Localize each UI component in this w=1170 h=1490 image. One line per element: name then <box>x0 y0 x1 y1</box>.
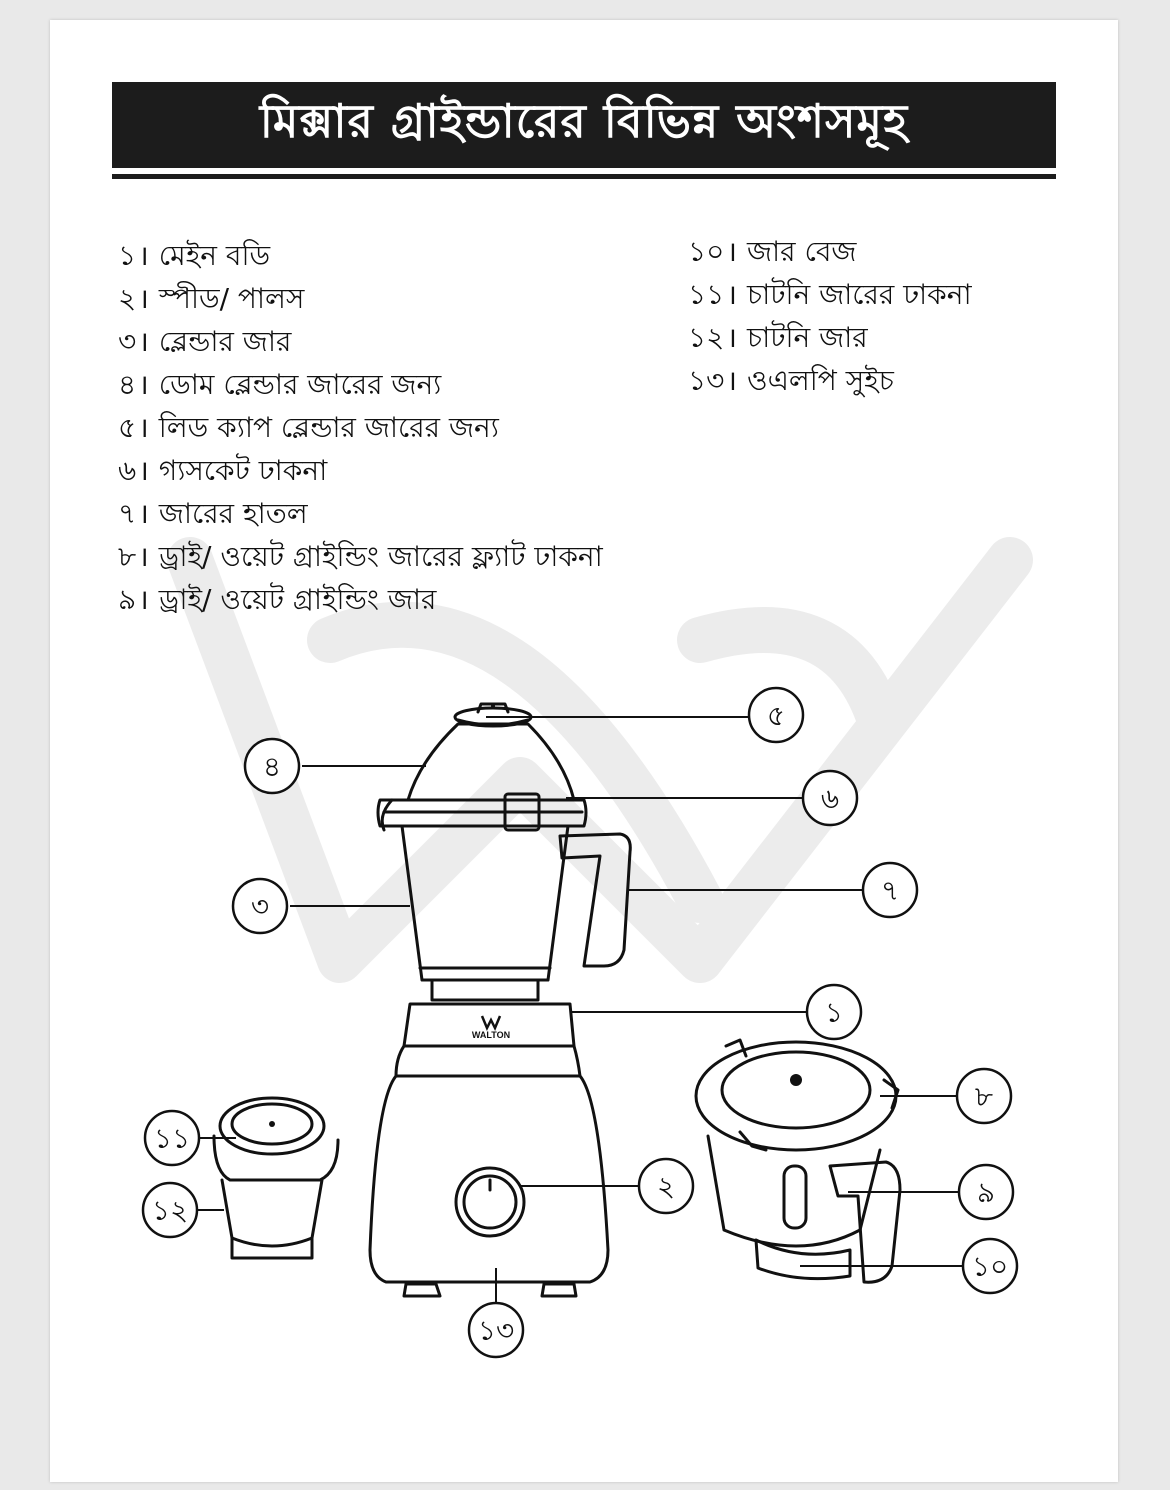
part-separator: । <box>138 239 149 272</box>
foot-left <box>404 1284 440 1296</box>
parts-list-right <box>688 230 972 402</box>
part-label: জারের হাতল <box>158 497 308 530</box>
part-item <box>118 449 603 492</box>
part-separator: । <box>726 321 737 354</box>
callout-1 <box>807 985 861 1039</box>
svg-text:১০: ১০ <box>971 1250 1009 1283</box>
callout-6 <box>803 771 857 825</box>
part-separator: । <box>138 497 149 530</box>
svg-text:৭: ৭ <box>880 874 900 907</box>
part-number: ১ <box>118 239 137 272</box>
part-separator: । <box>726 235 737 268</box>
parts-list-left <box>118 234 603 621</box>
grinding-jar-handle <box>830 1162 900 1282</box>
callout-11 <box>145 1111 199 1165</box>
callout-10 <box>963 1239 1017 1293</box>
part-label: চাটনি জার <box>747 321 868 354</box>
callout-8 <box>957 1069 1011 1123</box>
part-label: ডোম ব্লেন্ডার জারের জন্য <box>158 368 442 401</box>
callout-13 <box>469 1303 523 1357</box>
callout-3 <box>233 879 287 933</box>
svg-text:২: ২ <box>656 1170 676 1203</box>
svg-text:৫: ৫ <box>766 699 786 732</box>
part-item <box>118 277 603 320</box>
part-item <box>118 320 603 363</box>
svg-text:১: ১ <box>824 996 844 1029</box>
svg-text:৪: ৪ <box>262 750 282 783</box>
part-number: ১১ <box>688 278 725 311</box>
part-item <box>688 230 972 273</box>
part-label: গ্যসকেট ঢাকনা <box>158 454 328 487</box>
callout-12 <box>143 1183 197 1237</box>
part-separator: । <box>138 540 149 573</box>
part-number: ৮ <box>118 540 137 573</box>
brand-text: WALTON <box>471 1030 511 1040</box>
part-label: লিড ক্যাপ ব্লেন্ডার জারের জন্য <box>158 411 499 444</box>
part-label: ওএলপি সুইচ <box>747 364 894 397</box>
part-label: ব্লেন্ডার জার <box>158 325 292 358</box>
part-label: ড্রাই/ ওয়েট গ্রাইন্ডিং জার <box>158 583 437 616</box>
title-banner <box>112 82 1056 168</box>
svg-text:৮: ৮ <box>974 1080 994 1113</box>
svg-text:৩: ৩ <box>250 890 270 923</box>
part-number: ১০ <box>688 235 725 268</box>
part-number: ৯ <box>118 583 137 616</box>
callout-2 <box>639 1159 693 1213</box>
title-underline <box>112 174 1056 179</box>
part-item <box>118 363 603 406</box>
part-separator: । <box>138 411 149 444</box>
main-body <box>370 1004 608 1296</box>
part-label: জার বেজ <box>747 235 857 268</box>
part-item <box>688 273 972 316</box>
foot-right <box>542 1284 576 1296</box>
part-item <box>118 492 603 535</box>
part-number: ৪ <box>118 368 137 401</box>
part-label: মেইন বডি <box>158 239 271 272</box>
part-number: ৬ <box>118 454 137 487</box>
part-item <box>688 359 972 402</box>
part-label: চাটনি জারের ঢাকনা <box>746 278 972 311</box>
svg-text:১১: ১১ <box>153 1122 191 1155</box>
svg-text:৬: ৬ <box>820 782 840 815</box>
part-number: ২ <box>118 282 137 315</box>
speed-knob <box>456 1168 524 1236</box>
part-number: ৭ <box>118 497 137 530</box>
callout-7 <box>863 863 917 917</box>
part-separator: । <box>138 454 149 487</box>
part-separator: । <box>138 325 149 358</box>
part-number: ৩ <box>118 325 137 358</box>
part-item <box>688 316 972 359</box>
part-number: ৫ <box>118 411 137 444</box>
part-label: ড্রাই/ ওয়েট গ্রাইন্ডিং জারের ফ্ল্যাট ঢাকনা <box>158 540 603 573</box>
callout-9 <box>959 1165 1013 1219</box>
part-number: ১২ <box>688 321 725 354</box>
svg-text:৯: ৯ <box>976 1176 996 1209</box>
callout-5 <box>749 688 803 742</box>
part-number: ১৩ <box>688 364 725 397</box>
flat-lid <box>696 1042 896 1150</box>
part-label: স্পীড/ পালস <box>158 282 305 315</box>
part-separator: । <box>138 282 149 315</box>
page-title: মিক্সার গ্রাইন্ডারের বিভিন্ন অংশসমূহ <box>259 94 909 148</box>
part-item <box>118 535 603 578</box>
svg-text:১২: ১২ <box>151 1194 189 1227</box>
part-item <box>118 234 603 277</box>
callout-4 <box>245 739 299 793</box>
chutney-jar <box>214 1098 338 1258</box>
part-item <box>118 578 603 621</box>
part-separator: । <box>138 368 149 401</box>
svg-text:১৩: ১৩ <box>477 1314 515 1347</box>
part-separator: । <box>726 364 737 397</box>
part-item <box>118 406 603 449</box>
walton-badge <box>472 1016 510 1040</box>
part-separator: । <box>726 278 737 311</box>
part-separator: । <box>138 583 149 616</box>
